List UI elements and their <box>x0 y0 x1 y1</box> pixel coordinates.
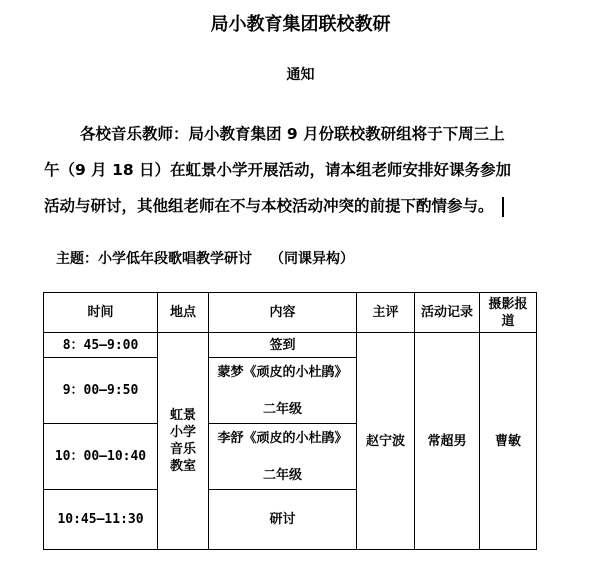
content-cell: 研讨 <box>209 490 357 550</box>
header-reviewer: 主评 <box>357 293 415 333</box>
content-cell <box>209 358 357 424</box>
body-line-3-text: 活动与研讨，其他组老师在不与本校活动冲突的前提下酌情参与。 <box>44 197 494 215</box>
content-grade: 二年级 <box>262 467 302 483</box>
content-cell: 签到 <box>209 333 357 358</box>
theme-sub: （同课异构） <box>270 251 354 267</box>
photo-cell: 曹敏 <box>480 333 537 550</box>
notice-body <box>44 116 554 224</box>
content-cell <box>209 424 357 490</box>
time-cell: 10:45—11:30 <box>44 490 158 550</box>
time-cell: 9：00—9:50 <box>44 358 158 424</box>
theme-line <box>56 248 354 268</box>
table-row <box>44 333 537 358</box>
content-teacher: 李舒《顽皮的小杜鹃》 <box>217 430 348 446</box>
header-photo: 摄影报道 <box>480 293 537 333</box>
time-cell: 10：00—10:40 <box>44 424 158 490</box>
schedule-table <box>43 292 537 550</box>
body-line-3 <box>44 188 554 224</box>
reviewer-cell: 赵宁波 <box>357 333 415 550</box>
theme-main: 主题：小学低年段歌唱教学研讨 <box>56 251 252 267</box>
place-cell: 虹景小学音乐教室 <box>158 333 209 550</box>
body-line-1: 各校音乐教师：局小教育集团 9 月份联校教研组将于下周三上 <box>80 125 505 143</box>
header-time: 时间 <box>44 293 158 333</box>
text-cursor <box>502 197 504 217</box>
body-line-2: 午（9 月 18 日）在虹景小学开展活动，请本组老师安排好课务参加 <box>44 161 512 179</box>
table-header-row <box>44 293 537 333</box>
time-cell: 8：45—9:00 <box>44 333 158 358</box>
header-record: 活动记录 <box>415 293 480 333</box>
header-content: 内容 <box>209 293 357 333</box>
record-cell: 常超男 <box>415 333 480 550</box>
content-grade: 二年级 <box>262 401 302 417</box>
document-title: 局小教育集团联校教研 <box>210 14 391 35</box>
content-teacher: 蒙梦《顽皮的小杜鹃》 <box>217 364 348 380</box>
notice-heading: 通知 <box>286 67 315 83</box>
header-place: 地点 <box>158 293 209 333</box>
